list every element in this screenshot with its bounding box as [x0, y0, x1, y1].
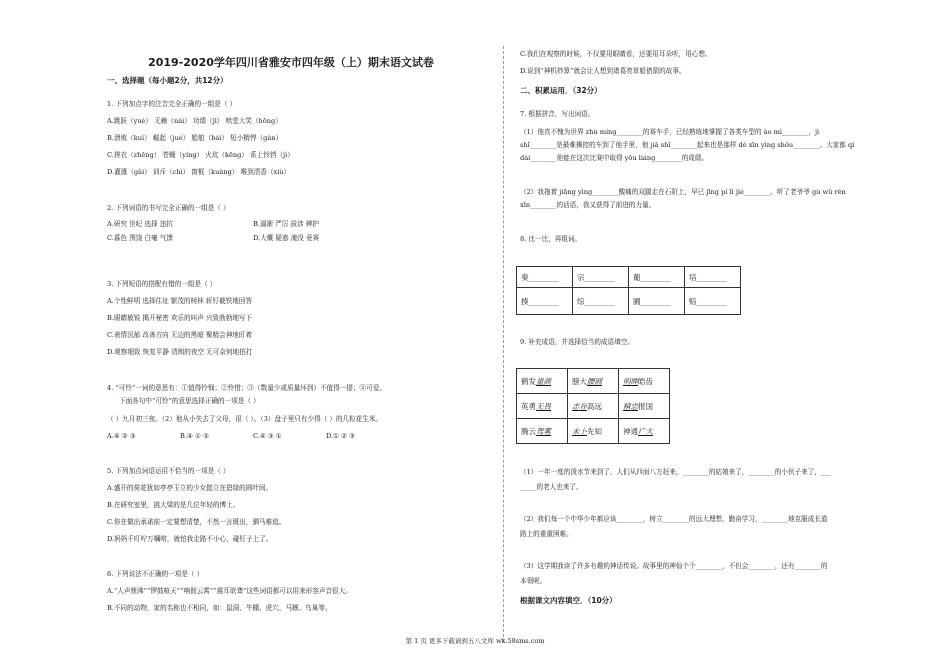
question-7-part-1-line-1: （1）他真不愧为世界 zhù míng________的赛车手，已经熟练地掌握了各类车型的 ào mì________，jì: [520, 128, 820, 136]
idiom-cell: 神通广大: [619, 419, 670, 444]
table-row: [517, 288, 741, 315]
question-4-option-a: A.④ ② ③: [107, 432, 136, 440]
question-1-option-c: C.搓衣（zhēng） 苍蝇（yíng） 火坑（kēng） 系上铃铛（jì）: [107, 151, 294, 159]
idiom-table: [516, 368, 670, 444]
question-7-part-2-line-1: （2）我拖着 jiāng yìng________酸痛的双腿走在石阶上，早已 jīng pí lì jié________。听了老爷爷 gù wǔ rén: [520, 188, 846, 196]
question-9-sentence-1-line-2: _____的老人也来了。: [520, 483, 583, 491]
page-footer: 第 1 页 更多下载请到五八文库 wk.58sms.com: [405, 637, 545, 645]
idiom-cell: 膀大腰圆: [568, 369, 619, 394]
section-text-fill-heading: 根据课文内容填空．（10分）: [520, 596, 617, 605]
question-8-stem: 8. 比一比，再组词。: [520, 235, 582, 243]
idiom-cell: 鹤发童颜: [517, 369, 568, 394]
question-9-sentence-2-line-2: 路上的重重困难。: [520, 530, 573, 538]
question-9-stem: 9. 补充成语，并选择恰当的成语填空。: [520, 338, 634, 346]
table-row: [517, 394, 670, 419]
question-6-option-b: B.不同的动物，家的名称也不相同，如：鼠洞、牛棚、虎穴、马厩、鸟巢等。: [107, 604, 332, 612]
question-5-option-b: B.在研究室里，挑大梁的是几位年轻的博士。: [107, 501, 240, 509]
question-2-option-a: A.研究 世纪 选择 违抗: [107, 220, 173, 228]
question-4-sentences: （ ）九月初三夜。（2）他从小失去了父母，很（ ）。（3）盘子里只有少得（ ）的几粒花生米。: [107, 415, 383, 423]
question-5-option-c: C.你在做出承诺前一定要想清楚，不然一言既出，驷马难追。: [107, 518, 286, 526]
question-3-option-d: D.观察细致 恢复平静 清朗的夜空 无可奈何地拍打: [107, 348, 253, 356]
idiom-cell: 精忠报国: [619, 394, 670, 419]
question-5-stem: 5. 下列加点词语运用不恰当的一项是（ ）: [107, 467, 230, 475]
question-2-option-c: C.暮色 围饶 白毫 气馈: [107, 234, 173, 242]
question-1-option-d: D.灌溉（gài） 训斥（chì） 窗框（kuàng） 喉到清香（xiù）: [107, 168, 291, 176]
question-9-sentence-1-line-1: （1）一年一度的泼水节来到了，人们从四面八方赶来，________的姑娘来了，________的小伙子来了，___: [520, 468, 831, 476]
question-3-option-c: C.表情沉郁 改善方向 无边的黑暗 聚精会神地盯着: [107, 331, 253, 339]
question-7-part-1-line-3: dài________他能在这次比赛中取得 yōu liáng________的成绩。: [520, 154, 709, 162]
question-4-stem-2: 下面各句中“可怜”的意思选择正确的一项是（ ）: [119, 397, 260, 405]
question-5-option-a: A.盛开的荷花犹如亭亭玉立的少女挺立在碧绿的圆叶间。: [107, 484, 273, 492]
question-2-option-d: D.大概 疑惑 淹没 竟赛: [253, 234, 320, 242]
question-1-stem: 1. 下列加点字的注音完全正确的一组是（ ）: [107, 100, 237, 108]
question-9-sentence-2-line-1: （2）我们每一个中华少年都应该________，树立________的远大理想，勤奋学习，________地克服成长道: [520, 515, 828, 523]
page-title: 2019-2020学年四川省雅安市四年级（上）期末语文试卷: [148, 56, 434, 69]
word-cell: 揍________: [517, 288, 573, 315]
word-cell: 奏________: [517, 267, 573, 288]
section-accumulation-heading: 二、积累运用．（32分）: [520, 86, 602, 95]
question-9-sentence-3-line-2: 本领呢。: [520, 577, 547, 585]
question-6-option-d: D.说到“神机妙算”就会让人想到诸葛亮草船借箭的故事。: [520, 67, 686, 75]
question-3-option-a: A.个性鲜明 选择住址 繁茂的树林 斩钉截铁地回答: [107, 297, 253, 305]
question-1-option-a: A.跳跃（yuè） 无赖（nài） 功绩（jī） 哄堂大笑（hōng）: [107, 117, 282, 125]
section-choice-heading: 一、选择题（每小题2分，共12分）: [107, 76, 228, 85]
question-4-option-b: B.④ ① ③: [180, 432, 209, 440]
word-cell: 宗________: [573, 267, 629, 288]
table-row: [517, 369, 670, 394]
question-7-part-2-line-2: xīn________的话语，我又获得了前进的力量。: [520, 201, 656, 209]
idiom-cell: 英勇无畏: [517, 394, 568, 419]
question-6-option-c: C.我们在观察的时候，不仅要用眼睛看，还要用耳朵听，用心想。: [520, 50, 712, 58]
question-1-option-b: B.溃败（kuì） 崛起（jué） 船舶（bái） 短小精悍（gàn）: [107, 134, 283, 142]
idiom-cell: 志存高远: [568, 394, 619, 419]
question-9-sentence-3-line-1: （3）这学期我读了许多有趣的神话传说。故事里的神仙个个________，不但会________，还有________的: [520, 562, 828, 570]
word-cell: 综________: [573, 288, 629, 315]
question-7-stem: 7. 根据拼音，写出词语。: [520, 110, 595, 118]
compare-words-table: [516, 266, 741, 315]
question-6-stem: 6. 下列说法不正确的一项是（ ）: [107, 570, 204, 578]
question-7-part-1-line-2: shǐ________是最难操控的车到了他手里，他 jiā shǐ________起来也是那样 dé xīn yìng shǒu________。大家都 qí: [520, 141, 855, 149]
question-3-stem: 3. 下列短语的搭配有错的一组是（ ）: [107, 280, 217, 288]
idiom-cell: 未卜先知: [568, 419, 619, 444]
question-6-option-a: A.“人声鼎沸”“锣鼓喧天”“响彻云霄”“震耳欲聋”这些词语都可以用来形容声音很大。: [107, 587, 352, 595]
idiom-cell: 腾云驾雾: [517, 419, 568, 444]
question-4-option-d: D.① ② ③: [326, 432, 356, 440]
question-2-stem: 2. 下列词语的书写完全正确的一组是（ ）: [107, 204, 230, 212]
question-5-option-d: D.妈妈千叮咛万嘱咐，就怕我走路不小心，碰钉子上了。: [107, 535, 273, 543]
word-cell: 培________: [685, 267, 741, 288]
word-cell: 葡________: [629, 267, 685, 288]
question-4-stem: 4. “可怜”一词的意思有：①值得怜悯；②怜惜；③（数量少或质量坏到）不值得一提；④可爱。: [107, 384, 386, 392]
idiom-cell: 明眸皓齿: [619, 369, 670, 394]
column-divider: [503, 46, 504, 642]
table-row: [517, 267, 741, 288]
question-4-option-c: C.④ ③ ①: [253, 432, 282, 440]
word-cell: 赔________: [685, 288, 741, 315]
question-3-option-b: B.眼睛敏锐 揭开秘密 欢乐的叫声 兴致勃勃地写下: [107, 314, 253, 322]
table-row: [517, 419, 670, 444]
word-cell: 圃________: [629, 288, 685, 315]
question-2-option-b: B.逼渐 严厉 拔涉 辨护: [253, 220, 319, 228]
